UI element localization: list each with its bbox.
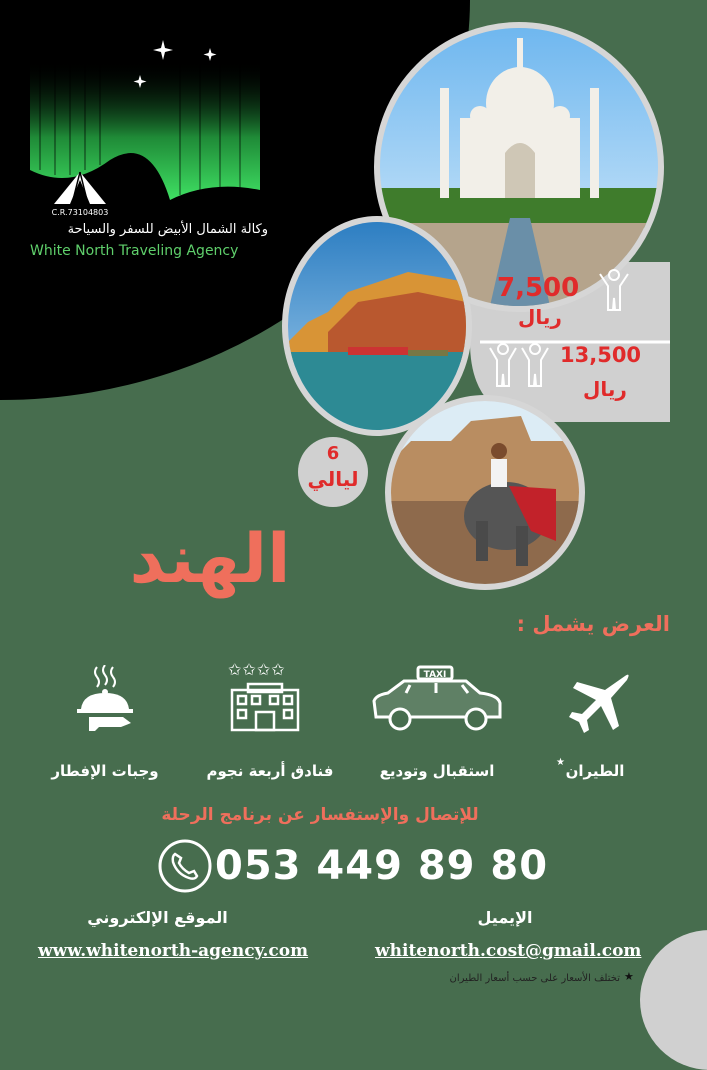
footnote-star: ★ xyxy=(624,970,634,983)
hotel-icon xyxy=(230,682,300,732)
agency-name-english: White North Traveling Agency xyxy=(30,243,239,259)
nights-badge xyxy=(298,437,368,507)
nights-label: ليالي xyxy=(307,467,359,491)
double-price-amount: 13,500 xyxy=(560,343,642,367)
taxi-icon xyxy=(370,665,504,735)
tent-logo-icon xyxy=(52,170,108,206)
feature-flight-label: الطيران xyxy=(565,762,625,780)
website-link[interactable]: www.whitenorth-agency.com xyxy=(38,941,309,961)
feature-hotel-label: فنادق أربعة نجوم xyxy=(206,762,334,780)
taxi-sign-text: TAXI xyxy=(423,670,447,680)
phone-icon xyxy=(157,838,213,894)
double-price-currency: ريال xyxy=(583,377,627,401)
email-label: الإيميل xyxy=(477,908,533,927)
website-label: الموقع الإلكتروني xyxy=(87,908,228,927)
food-cloche-icon xyxy=(75,665,137,735)
single-price-amount: 7,500 xyxy=(497,273,580,303)
nights-count: 6 xyxy=(326,443,340,464)
commercial-registration: C.R.73104803 xyxy=(51,208,109,217)
agency-name-arabic: وكالة الشمال الأبيض للسفر والسياحة xyxy=(67,222,268,237)
email-link[interactable]: whitenorth.cost@gmail.com xyxy=(375,941,642,961)
single-person-icon xyxy=(597,268,631,312)
flight-footnote-star: ★ xyxy=(556,757,565,768)
decorative-corner-circle xyxy=(640,930,707,1070)
offer-includes-heading: العرض يشمل : xyxy=(516,612,670,636)
contact-heading: للإتصال والإستفسار عن برنامج الرحلة xyxy=(161,805,479,825)
elephant-fort-photo xyxy=(385,395,585,590)
destination-title: الهند xyxy=(129,520,291,599)
airplane-icon xyxy=(565,668,635,738)
feature-transfer-label: استقبال وتوديع xyxy=(379,762,495,780)
price-footnote: تختلف الأسعار على حسب أسعار الطيران xyxy=(449,973,620,984)
single-price-currency: ريال xyxy=(518,305,562,329)
phone-number[interactable]: 053 449 89 80 xyxy=(215,843,549,889)
hotel-stars: ✩✩✩✩ xyxy=(228,660,286,679)
feature-breakfast-label: وجبات الإفطار xyxy=(51,762,159,780)
two-persons-icon xyxy=(488,342,552,390)
